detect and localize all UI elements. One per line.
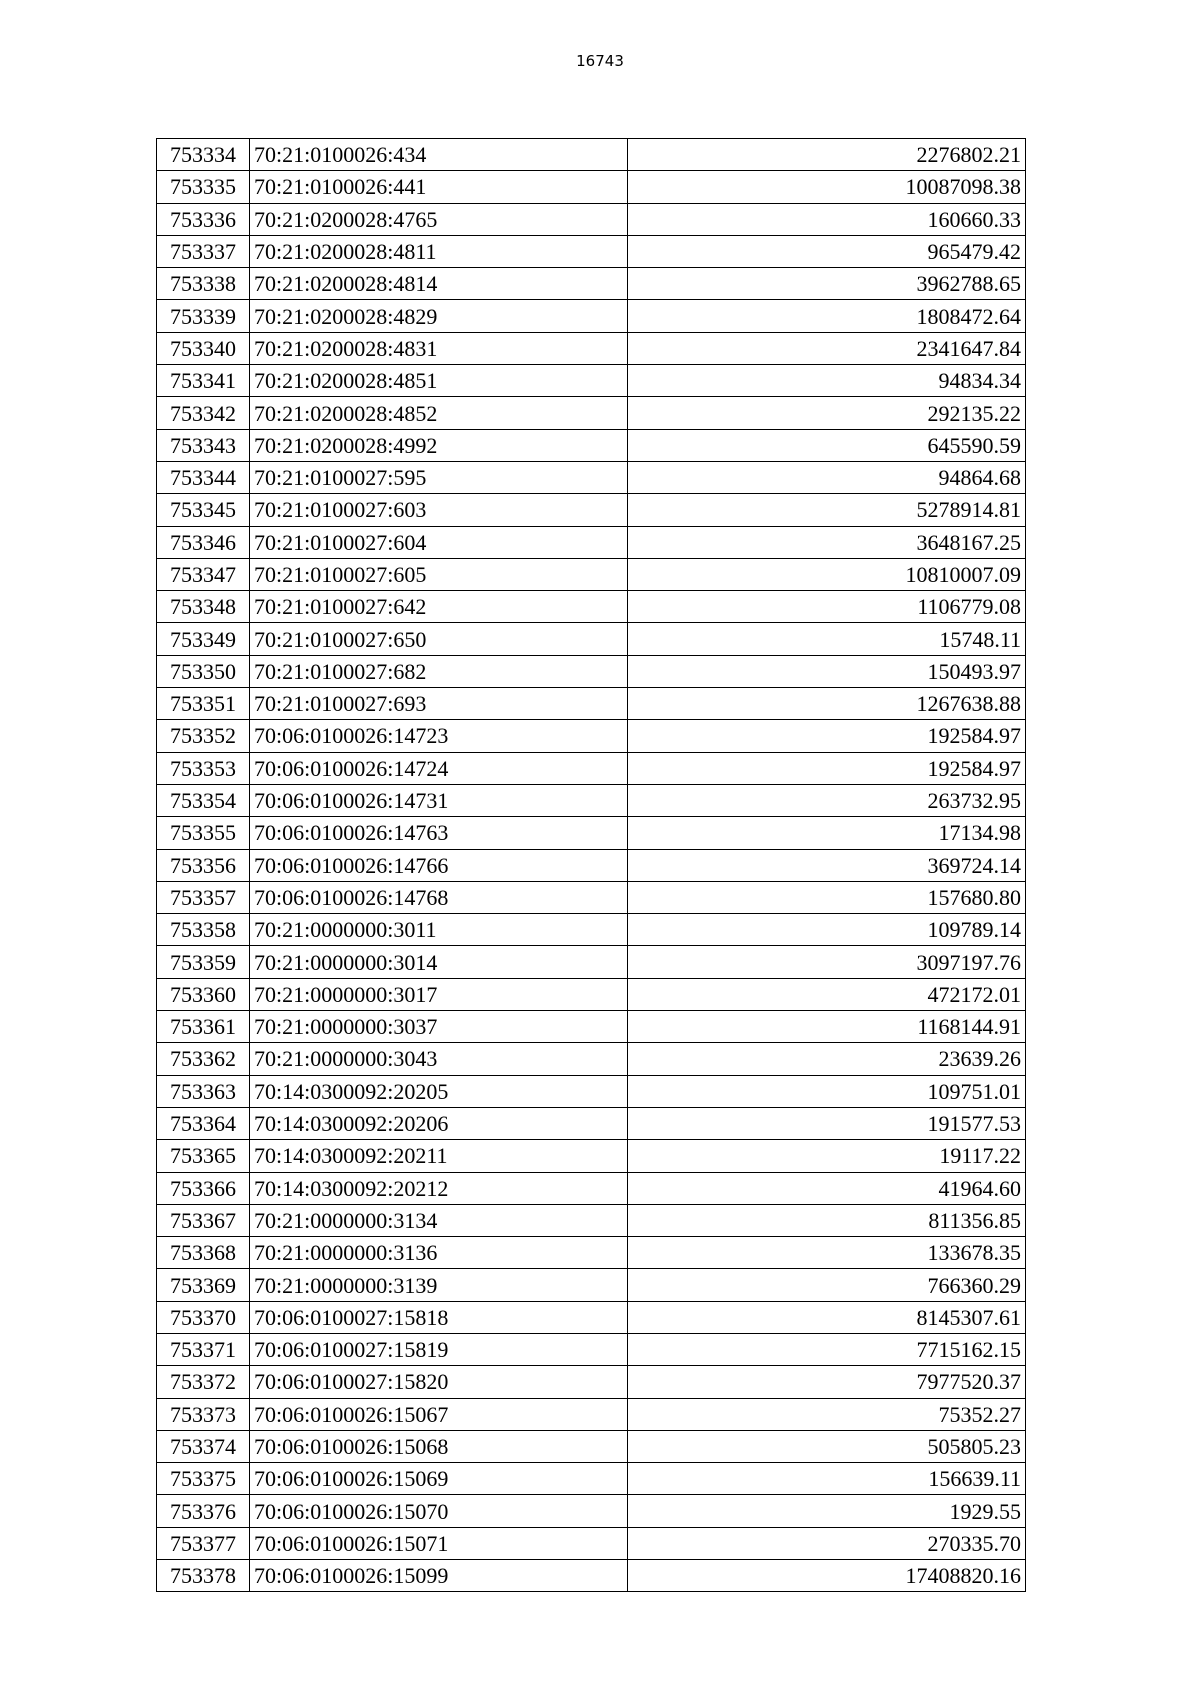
table-row [157, 978, 1026, 1010]
cadastral-number-cell: 70:21:0200028:4811 [250, 235, 628, 267]
row-number-cell: 753337 [157, 235, 250, 267]
cadastral-value-cell: 94864.68 [628, 461, 1026, 493]
cadastral-number-cell: 70:21:0100027:682 [250, 655, 628, 687]
cadastral-value-cell: 1106779.08 [628, 591, 1026, 623]
cadastral-number-cell: 70:06:0100026:14723 [250, 720, 628, 752]
row-number-cell: 753368 [157, 1237, 250, 1269]
cadastral-number-cell: 70:21:0000000:3017 [250, 978, 628, 1010]
cadastral-value-cell: 1267638.88 [628, 688, 1026, 720]
cadastral-number-cell: 70:21:0100027:642 [250, 591, 628, 623]
row-number-cell: 753338 [157, 268, 250, 300]
cadastral-number-cell: 70:06:0100026:15071 [250, 1527, 628, 1559]
cadastral-value-cell: 94834.34 [628, 365, 1026, 397]
table-row [157, 526, 1026, 558]
table-row [157, 784, 1026, 816]
cadastral-value-cell: 7715162.15 [628, 1333, 1026, 1365]
cadastral-number-cell: 70:21:0000000:3136 [250, 1237, 628, 1269]
cadastral-number-cell: 70:21:0200028:4765 [250, 203, 628, 235]
row-number-cell: 753358 [157, 914, 250, 946]
cadastral-number-cell: 70:21:0100027:595 [250, 461, 628, 493]
row-number-cell: 753366 [157, 1172, 250, 1204]
cadastral-number-cell: 70:21:0000000:3134 [250, 1204, 628, 1236]
cadastral-number-cell: 70:21:0000000:3037 [250, 1011, 628, 1043]
row-number-cell: 753350 [157, 655, 250, 687]
row-number-cell: 753370 [157, 1301, 250, 1333]
table-row [157, 300, 1026, 332]
row-number-cell: 753353 [157, 752, 250, 784]
table-body [157, 139, 1026, 1592]
row-number-cell: 753336 [157, 203, 250, 235]
row-number-cell: 753361 [157, 1011, 250, 1043]
cadastral-number-cell: 70:21:0200028:4829 [250, 300, 628, 332]
cadastral-value-cell: 7977520.37 [628, 1366, 1026, 1398]
row-number-cell: 753345 [157, 494, 250, 526]
table-row [157, 1527, 1026, 1559]
cadastral-number-cell: 70:21:0200028:4852 [250, 397, 628, 429]
cadastral-number-cell: 70:21:0000000:3139 [250, 1269, 628, 1301]
cadastral-value-cell: 270335.70 [628, 1527, 1026, 1559]
table-row [157, 1495, 1026, 1527]
table-row [157, 849, 1026, 881]
cadastral-number-cell: 70:21:0200028:4851 [250, 365, 628, 397]
cadastral-value-cell: 5278914.81 [628, 494, 1026, 526]
cadastral-value-cell: 150493.97 [628, 655, 1026, 687]
cadastral-number-cell: 70:14:0300092:20205 [250, 1075, 628, 1107]
cadastral-value-cell: 192584.97 [628, 720, 1026, 752]
table-row [157, 1333, 1026, 1365]
table-row [157, 1269, 1026, 1301]
table-row [157, 1560, 1026, 1592]
cadastral-value-cell: 369724.14 [628, 849, 1026, 881]
table-row [157, 429, 1026, 461]
cadastral-value-cell: 3097197.76 [628, 946, 1026, 978]
cadastral-number-cell: 70:21:0000000:3014 [250, 946, 628, 978]
row-number-cell: 753339 [157, 300, 250, 332]
cadastral-number-cell: 70:06:0100026:15070 [250, 1495, 628, 1527]
row-number-cell: 753348 [157, 591, 250, 623]
cadastral-number-cell: 70:21:0100027:605 [250, 558, 628, 590]
cadastral-number-cell: 70:14:0300092:20211 [250, 1140, 628, 1172]
cadastral-value-cell: 2276802.21 [628, 139, 1026, 171]
cadastral-value-cell: 75352.27 [628, 1398, 1026, 1430]
row-number-cell: 753334 [157, 139, 250, 171]
row-number-cell: 753360 [157, 978, 250, 1010]
cadastral-value-cell: 10087098.38 [628, 171, 1026, 203]
row-number-cell: 753364 [157, 1107, 250, 1139]
cadastral-value-cell: 472172.01 [628, 978, 1026, 1010]
cadastral-number-cell: 70:06:0100026:15099 [250, 1560, 628, 1592]
table-row [157, 268, 1026, 300]
table-row [157, 1463, 1026, 1495]
row-number-cell: 753369 [157, 1269, 250, 1301]
cadastral-value-cell: 17134.98 [628, 817, 1026, 849]
cadastral-number-cell: 70:21:0200028:4992 [250, 429, 628, 461]
cadastral-number-cell: 70:06:0100026:14766 [250, 849, 628, 881]
row-number-cell: 753343 [157, 429, 250, 461]
cadastral-number-cell: 70:06:0100027:15820 [250, 1366, 628, 1398]
cadastral-value-cell: 766360.29 [628, 1269, 1026, 1301]
cadastral-value-cell: 23639.26 [628, 1043, 1026, 1075]
table-row [157, 623, 1026, 655]
cadastral-value-cell: 2341647.84 [628, 332, 1026, 364]
table-row [157, 817, 1026, 849]
table-row [157, 332, 1026, 364]
table-row [157, 591, 1026, 623]
table-row [157, 1075, 1026, 1107]
row-number-cell: 753347 [157, 558, 250, 590]
row-number-cell: 753363 [157, 1075, 250, 1107]
table-row [157, 1430, 1026, 1462]
cadastral-number-cell: 70:21:0100026:434 [250, 139, 628, 171]
table-row [157, 558, 1026, 590]
cadastral-value-cell: 1929.55 [628, 1495, 1026, 1527]
cadastral-number-cell: 70:06:0100026:14731 [250, 784, 628, 816]
cadastral-number-cell: 70:21:0000000:3011 [250, 914, 628, 946]
row-number-cell: 753371 [157, 1333, 250, 1365]
row-number-cell: 753374 [157, 1430, 250, 1462]
row-number-cell: 753341 [157, 365, 250, 397]
table-row [157, 235, 1026, 267]
table-row [157, 139, 1026, 171]
table-row [157, 720, 1026, 752]
cadastral-number-cell: 70:21:0200028:4831 [250, 332, 628, 364]
cadastral-number-cell: 70:21:0100027:603 [250, 494, 628, 526]
cadastral-number-cell: 70:06:0100026:15067 [250, 1398, 628, 1430]
table-row [157, 365, 1026, 397]
cadastral-number-cell: 70:21:0100026:441 [250, 171, 628, 203]
cadastral-number-cell: 70:06:0100026:14768 [250, 881, 628, 913]
cadastral-value-cell: 191577.53 [628, 1107, 1026, 1139]
row-number-cell: 753354 [157, 784, 250, 816]
row-number-cell: 753342 [157, 397, 250, 429]
cadastral-value-cell: 505805.23 [628, 1430, 1026, 1462]
table-row [157, 1140, 1026, 1172]
cadastral-value-cell: 1168144.91 [628, 1011, 1026, 1043]
table-row [157, 1172, 1026, 1204]
table-row [157, 752, 1026, 784]
cadastral-value-cell: 133678.35 [628, 1237, 1026, 1269]
cadastral-value-table [156, 138, 1026, 1592]
table-row [157, 1398, 1026, 1430]
table-row [157, 1237, 1026, 1269]
cadastral-value-cell: 3648167.25 [628, 526, 1026, 558]
row-number-cell: 753362 [157, 1043, 250, 1075]
page-number: 16743 [576, 52, 624, 70]
cadastral-value-cell: 965479.42 [628, 235, 1026, 267]
table-row [157, 946, 1026, 978]
cadastral-value-cell: 3962788.65 [628, 268, 1026, 300]
row-number-cell: 753335 [157, 171, 250, 203]
table-row [157, 1011, 1026, 1043]
table-row [157, 461, 1026, 493]
cadastral-value-cell: 1808472.64 [628, 300, 1026, 332]
table-row [157, 655, 1026, 687]
cadastral-number-cell: 70:21:0000000:3043 [250, 1043, 628, 1075]
row-number-cell: 753355 [157, 817, 250, 849]
cadastral-number-cell: 70:21:0100027:650 [250, 623, 628, 655]
row-number-cell: 753349 [157, 623, 250, 655]
row-number-cell: 753372 [157, 1366, 250, 1398]
row-number-cell: 753373 [157, 1398, 250, 1430]
table-row [157, 1107, 1026, 1139]
cadastral-value-cell: 292135.22 [628, 397, 1026, 429]
cadastral-value-cell: 263732.95 [628, 784, 1026, 816]
cadastral-value-cell: 811356.85 [628, 1204, 1026, 1236]
row-number-cell: 753340 [157, 332, 250, 364]
cadastral-number-cell: 70:06:0100027:15818 [250, 1301, 628, 1333]
table-row [157, 397, 1026, 429]
table-row [157, 914, 1026, 946]
cadastral-value-cell: 156639.11 [628, 1463, 1026, 1495]
cadastral-value-cell: 10810007.09 [628, 558, 1026, 590]
table-row [157, 1204, 1026, 1236]
table-row [157, 688, 1026, 720]
row-number-cell: 753375 [157, 1463, 250, 1495]
row-number-cell: 753365 [157, 1140, 250, 1172]
table-row [157, 1301, 1026, 1333]
row-number-cell: 753344 [157, 461, 250, 493]
cadastral-value-cell: 645590.59 [628, 429, 1026, 461]
cadastral-value-cell: 157680.80 [628, 881, 1026, 913]
cadastral-value-cell: 41964.60 [628, 1172, 1026, 1204]
cadastral-number-cell: 70:06:0100026:14763 [250, 817, 628, 849]
row-number-cell: 753378 [157, 1560, 250, 1592]
table-row [157, 494, 1026, 526]
cadastral-number-cell: 70:06:0100026:14724 [250, 752, 628, 784]
row-number-cell: 753356 [157, 849, 250, 881]
cadastral-number-cell: 70:21:0100027:693 [250, 688, 628, 720]
row-number-cell: 753352 [157, 720, 250, 752]
row-number-cell: 753376 [157, 1495, 250, 1527]
table-row [157, 881, 1026, 913]
cadastral-number-cell: 70:14:0300092:20206 [250, 1107, 628, 1139]
cadastral-value-cell: 109751.01 [628, 1075, 1026, 1107]
cadastral-number-cell: 70:21:0100027:604 [250, 526, 628, 558]
table-row [157, 203, 1026, 235]
row-number-cell: 753377 [157, 1527, 250, 1559]
cadastral-value-cell: 192584.97 [628, 752, 1026, 784]
table-row [157, 171, 1026, 203]
cadastral-number-cell: 70:14:0300092:20212 [250, 1172, 628, 1204]
cadastral-number-cell: 70:06:0100026:15068 [250, 1430, 628, 1462]
row-number-cell: 753357 [157, 881, 250, 913]
cadastral-value-cell: 109789.14 [628, 914, 1026, 946]
cadastral-number-cell: 70:06:0100026:15069 [250, 1463, 628, 1495]
cadastral-value-cell: 17408820.16 [628, 1560, 1026, 1592]
cadastral-value-cell: 8145307.61 [628, 1301, 1026, 1333]
table-row [157, 1043, 1026, 1075]
table-row [157, 1366, 1026, 1398]
cadastral-number-cell: 70:06:0100027:15819 [250, 1333, 628, 1365]
cadastral-number-cell: 70:21:0200028:4814 [250, 268, 628, 300]
cadastral-value-cell: 19117.22 [628, 1140, 1026, 1172]
row-number-cell: 753346 [157, 526, 250, 558]
row-number-cell: 753351 [157, 688, 250, 720]
row-number-cell: 753367 [157, 1204, 250, 1236]
cadastral-value-cell: 15748.11 [628, 623, 1026, 655]
cadastral-value-cell: 160660.33 [628, 203, 1026, 235]
row-number-cell: 753359 [157, 946, 250, 978]
